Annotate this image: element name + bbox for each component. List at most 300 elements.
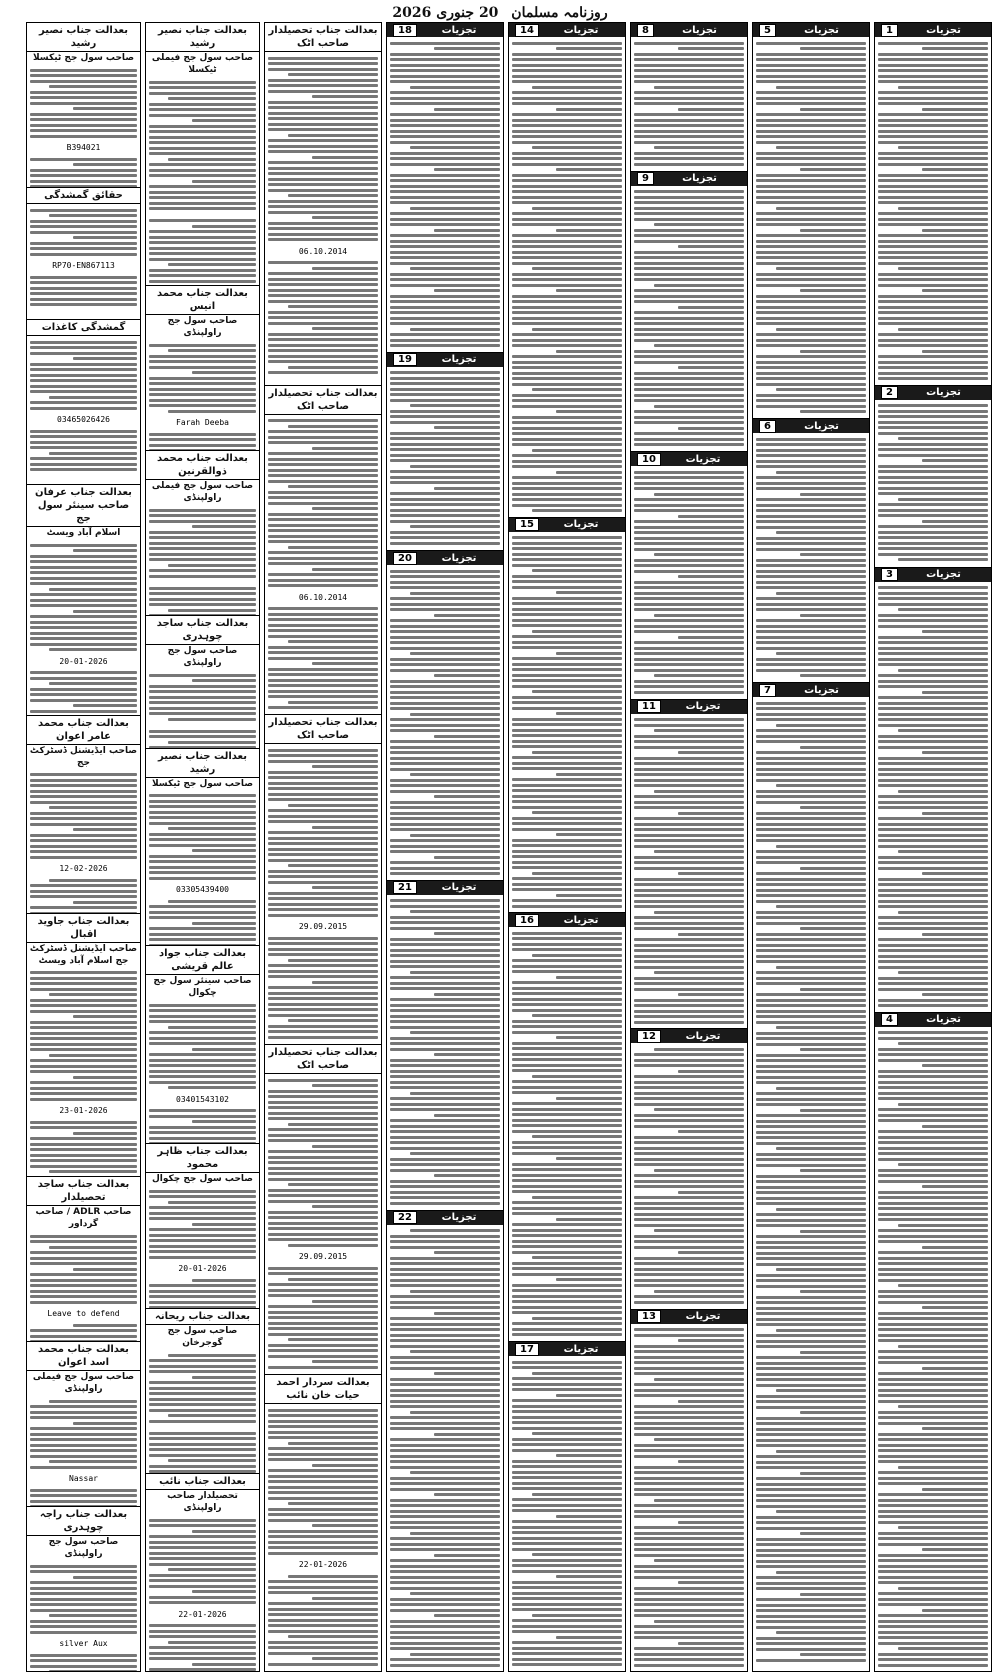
- text-line: [878, 1240, 988, 1243]
- text-line: [512, 1119, 622, 1122]
- text-line: [268, 106, 378, 109]
- reference-number: 06.10.2014: [298, 246, 348, 256]
- text-line: [30, 298, 137, 301]
- text-line: [634, 828, 744, 831]
- text-line: [634, 685, 744, 688]
- text-line: [73, 549, 137, 552]
- text-line: [634, 680, 744, 683]
- text-body: [146, 790, 259, 885]
- text-line: [512, 1295, 622, 1298]
- text-line: [30, 401, 137, 404]
- text-line: [878, 124, 988, 127]
- text-line: [268, 859, 378, 862]
- text-line: [878, 525, 988, 528]
- text-line: [756, 1032, 866, 1035]
- text-line: [756, 1461, 866, 1464]
- text-body: [265, 1262, 381, 1373]
- text-line: [878, 1235, 988, 1238]
- text-line: [878, 658, 988, 661]
- text-line: [878, 1262, 988, 1265]
- text-line: [390, 58, 500, 61]
- text-line: [149, 1075, 256, 1078]
- text-line: [149, 1552, 256, 1555]
- text-line: [390, 1262, 500, 1265]
- text-line: [634, 542, 744, 545]
- text-line: [512, 839, 622, 842]
- text-line: [390, 812, 500, 815]
- news-label: تجزیات: [441, 1212, 477, 1224]
- text-line: [312, 1205, 378, 1208]
- text-line: [678, 427, 744, 430]
- text-line: [268, 975, 378, 978]
- news-tag: [509, 1342, 625, 1356]
- text-line: [512, 1328, 622, 1331]
- text-line: [634, 350, 744, 353]
- text-line: [390, 1306, 500, 1309]
- text-line: [30, 1466, 137, 1469]
- text-line: [512, 861, 622, 864]
- text-line: [512, 1652, 622, 1655]
- text-line: [878, 377, 988, 380]
- text-line: [512, 1251, 622, 1254]
- text-line: [512, 1504, 622, 1507]
- text-line: [30, 118, 137, 121]
- news-item: [509, 23, 625, 518]
- news-label: تجزیات: [441, 882, 477, 894]
- text-line: [30, 671, 137, 674]
- news-number: 7: [759, 684, 776, 697]
- text-line: [756, 955, 866, 958]
- text-line: [756, 1296, 866, 1299]
- text-line: [288, 804, 378, 807]
- text-line: [878, 1559, 988, 1562]
- text-line: [30, 1257, 137, 1260]
- text-line: [390, 597, 500, 600]
- text-line: [878, 547, 988, 550]
- text-body: [509, 927, 625, 1341]
- text-line: [878, 1229, 988, 1232]
- text-line: [756, 1422, 866, 1425]
- text-line: [532, 388, 622, 391]
- text-line: [30, 1235, 137, 1238]
- text-line: [512, 707, 622, 710]
- text-line: [149, 163, 256, 166]
- text-line: [776, 388, 866, 391]
- text-line: [268, 1431, 378, 1434]
- text-line: [512, 432, 622, 435]
- text-line: [512, 597, 622, 600]
- text-line: [192, 119, 256, 122]
- text-line: [390, 459, 500, 462]
- text-line: [898, 790, 988, 793]
- text-line: [268, 970, 378, 973]
- text-line: [776, 1268, 866, 1271]
- text-line: [30, 1433, 137, 1436]
- text-line: [800, 553, 866, 556]
- text-body: [146, 1185, 259, 1263]
- text-line: [512, 1322, 622, 1325]
- text-line: [434, 856, 500, 859]
- text-line: [634, 735, 744, 738]
- text-line: [268, 1366, 378, 1369]
- text-line: [390, 75, 500, 78]
- text-line: [756, 762, 866, 765]
- text-line: [390, 1136, 500, 1139]
- text-line: [756, 702, 866, 705]
- text-line: [149, 274, 256, 277]
- text-line: [800, 1109, 866, 1112]
- text-line: [878, 234, 988, 237]
- text-line: [634, 355, 744, 358]
- text-line: [390, 1317, 500, 1320]
- text-line: [878, 988, 988, 991]
- text-line: [30, 303, 137, 306]
- text-line: [149, 1370, 256, 1373]
- text-line: [268, 1095, 378, 1098]
- text-line: [878, 1268, 988, 1271]
- text-line: [268, 1508, 378, 1511]
- text-line: [756, 1059, 866, 1062]
- text-line: [390, 1163, 500, 1166]
- text-line: [532, 1372, 622, 1375]
- text-line: [30, 1335, 137, 1338]
- text-line: [878, 1301, 988, 1304]
- text-line: [312, 95, 378, 98]
- text-line: [878, 680, 988, 683]
- text-line: [532, 207, 622, 210]
- court-notice: [27, 320, 140, 485]
- text-line: [149, 280, 256, 283]
- text-line: [654, 729, 744, 732]
- text-line: [268, 903, 378, 906]
- text-line: [268, 1619, 378, 1622]
- text-line: [756, 1340, 866, 1343]
- text-line: [634, 845, 744, 848]
- text-line: [268, 1172, 378, 1175]
- text-line: [756, 1587, 866, 1590]
- text-line: [149, 816, 256, 819]
- text-line: [30, 906, 137, 909]
- text-line: [878, 1004, 988, 1007]
- text-line: [634, 1053, 744, 1056]
- text-line: [149, 136, 256, 139]
- text-line: [149, 1381, 256, 1384]
- text-line: [634, 1471, 744, 1474]
- text-line: [149, 81, 256, 84]
- court-title: بعدالت جناب تحصیلدار صاحب اٹک: [265, 386, 381, 415]
- text-line: [634, 1092, 744, 1095]
- text-line: [312, 1524, 378, 1527]
- text-line: [756, 625, 866, 628]
- text-line: [556, 289, 622, 292]
- text-line: [878, 284, 988, 287]
- reference-number: 12-02-2026: [59, 864, 108, 874]
- text-line: [634, 757, 744, 760]
- text-line: [410, 207, 500, 210]
- text-line: [634, 1389, 744, 1392]
- text-line: [878, 724, 988, 727]
- text-body: [27, 64, 140, 142]
- text-line: [678, 1130, 744, 1133]
- text-line: [756, 482, 866, 485]
- text-line: [756, 1642, 866, 1645]
- text-line: [512, 399, 622, 402]
- text-line: [390, 729, 500, 732]
- court-title: بعدالت جناب ساجد چوہدری: [146, 616, 259, 645]
- text-line: [268, 469, 378, 472]
- text-line: [512, 1361, 622, 1364]
- text-line: [168, 827, 256, 830]
- text-line: [654, 1438, 744, 1441]
- text-line: [756, 1241, 866, 1244]
- text-line: [756, 58, 866, 61]
- text-line: [776, 86, 866, 89]
- court-title: بعدالت جناب تحصیلدار صاحب اٹک: [265, 715, 381, 744]
- text-line: [634, 1021, 744, 1024]
- text-line: [878, 102, 988, 105]
- text-line: [776, 1026, 866, 1029]
- text-line: [512, 1080, 622, 1083]
- court-title: بعدالت جناب تحصیلدار صاحب اٹک: [265, 1045, 381, 1074]
- news-label: تجزیات: [563, 24, 599, 36]
- text-line: [192, 1279, 256, 1282]
- text-line: [512, 1289, 622, 1292]
- text-line: [390, 1631, 500, 1634]
- text-line: [30, 1301, 137, 1304]
- text-line: [556, 1157, 622, 1160]
- text-line: [149, 598, 256, 601]
- text-line: [30, 1121, 137, 1124]
- text-line: [268, 706, 378, 709]
- text-line: [390, 223, 500, 226]
- text-line: [73, 1132, 137, 1135]
- text-line: [634, 1449, 744, 1452]
- text-line: [756, 1180, 866, 1183]
- text-line: [634, 295, 744, 298]
- text-line: [634, 410, 744, 413]
- text-line: [556, 652, 622, 655]
- text-line: [898, 850, 988, 853]
- text-line: [288, 1502, 378, 1505]
- text-line: [288, 73, 378, 76]
- news-item: [875, 23, 991, 386]
- court-notice: [27, 485, 140, 716]
- text-line: [268, 1458, 378, 1461]
- text-line: [390, 658, 500, 661]
- text-line: [512, 905, 622, 908]
- text-line: [512, 443, 622, 446]
- news-tag: [387, 551, 503, 565]
- text-line: [512, 1240, 622, 1243]
- text-line: [756, 570, 866, 573]
- text-line: [878, 1482, 988, 1485]
- text-line: [410, 1290, 500, 1293]
- text-line: [390, 823, 500, 826]
- text-line: [390, 1169, 500, 1172]
- text-line: [268, 322, 378, 325]
- text-line: [634, 861, 744, 864]
- text-line: [634, 1394, 744, 1397]
- text-line: [268, 1101, 378, 1104]
- text-line: [878, 1086, 988, 1089]
- text-line: [268, 551, 378, 554]
- text-line: [149, 1131, 256, 1134]
- text-line: [634, 504, 744, 507]
- text-line: [756, 839, 866, 842]
- news-item: [387, 353, 503, 551]
- text-body: [509, 37, 625, 517]
- text-line: [878, 641, 988, 644]
- text-line: [634, 773, 744, 776]
- text-line: [634, 526, 744, 529]
- text-line: [634, 1647, 744, 1650]
- text-line: [268, 1311, 378, 1314]
- text-line: [922, 1125, 988, 1128]
- text-line: [776, 1087, 866, 1090]
- text-line: [390, 503, 500, 506]
- text-body: [265, 603, 381, 714]
- text-line: [532, 1317, 622, 1320]
- text-line: [756, 630, 866, 633]
- text-line: [390, 492, 500, 495]
- text-line: [878, 1444, 988, 1447]
- text-line: [390, 1339, 500, 1342]
- text-line: [268, 684, 378, 687]
- text-line: [268, 1008, 378, 1011]
- text-line: [390, 1097, 500, 1100]
- text-line: [49, 648, 137, 651]
- court-title: بعدالت جناب محمد انیس: [146, 286, 259, 315]
- text-line: [149, 911, 256, 914]
- text-line: [390, 1125, 500, 1128]
- text-line: [30, 977, 137, 980]
- text-line: [512, 179, 622, 182]
- court-notice: [27, 1177, 140, 1342]
- text-line: [756, 201, 866, 204]
- text-line: [268, 222, 378, 225]
- news-column-a: [874, 22, 992, 1672]
- text-line: [756, 113, 866, 116]
- text-line: [756, 575, 866, 578]
- text-line: [634, 883, 744, 886]
- text-line: [149, 1284, 256, 1287]
- text-line: [634, 1202, 744, 1205]
- text-line: [390, 1581, 500, 1584]
- text-line: [898, 1224, 988, 1227]
- text-line: [634, 537, 744, 540]
- text-line: [756, 1120, 866, 1123]
- court-column-right: [26, 22, 141, 1672]
- text-line: [756, 465, 866, 468]
- text-line: [149, 1398, 256, 1401]
- text-line: [168, 1641, 256, 1644]
- text-line: [149, 1470, 256, 1473]
- text-line: [756, 509, 866, 512]
- text-line: [512, 1306, 622, 1309]
- text-line: [149, 927, 256, 930]
- text-line: [654, 1290, 744, 1293]
- news-number: 9: [637, 172, 654, 185]
- text-line: [898, 498, 988, 501]
- text-line: [30, 1598, 137, 1601]
- text-line: [30, 1026, 137, 1029]
- text-line: [149, 794, 256, 797]
- text-line: [268, 749, 378, 752]
- text-line: [390, 1284, 500, 1287]
- text-line: [634, 1196, 744, 1199]
- court-notice: [27, 1342, 140, 1507]
- text-line: [634, 927, 744, 930]
- court-notice: [265, 715, 381, 1045]
- text-line: [434, 614, 500, 617]
- text-line: [756, 1092, 866, 1095]
- text-line: [268, 1436, 378, 1439]
- news-tag: [753, 683, 869, 697]
- text-line: [30, 1570, 137, 1573]
- text-line: [512, 635, 622, 638]
- text-line: [390, 1455, 500, 1458]
- text-line: [149, 542, 256, 545]
- text-line: [776, 146, 866, 149]
- text-line: [512, 1179, 622, 1182]
- text-line: [390, 669, 500, 672]
- text-line: [30, 69, 137, 72]
- text-line: [512, 674, 622, 677]
- news-number: 10: [637, 453, 661, 466]
- text-line: [878, 707, 988, 710]
- text-line: [654, 1048, 744, 1051]
- text-line: [634, 262, 744, 265]
- text-line: [678, 1400, 744, 1403]
- text-line: [756, 339, 866, 342]
- text-line: [268, 139, 378, 142]
- text-line: [634, 966, 744, 969]
- text-line: [756, 828, 866, 831]
- text-line: [634, 999, 744, 1002]
- text-line: [390, 850, 500, 853]
- text-line: [756, 284, 866, 287]
- text-line: [532, 811, 622, 814]
- text-line: [390, 1526, 500, 1529]
- text-line: [878, 1075, 988, 1078]
- text-line: [634, 1653, 744, 1656]
- text-line: [756, 817, 866, 820]
- text-line: [30, 790, 137, 793]
- text-line: [800, 493, 866, 496]
- court-title: بعدالت جناب محمد عامر اعوان: [27, 716, 140, 745]
- text-line: [30, 582, 137, 585]
- text-line: [390, 691, 500, 694]
- text-line: [756, 1274, 866, 1277]
- text-line: [268, 458, 378, 461]
- court-subtitle: صاحب ایڈیشنل ڈسٹرکٹ جج اسلام آباد ویسٹ: [29, 943, 138, 966]
- text-line: [30, 1565, 137, 1568]
- text-line: [512, 1025, 622, 1028]
- text-body: [387, 565, 503, 880]
- text-line: [756, 729, 866, 732]
- text-line: [149, 805, 256, 808]
- text-line: [634, 762, 744, 765]
- text-line: [922, 289, 988, 292]
- text-line: [756, 179, 866, 182]
- text-line: [390, 1427, 500, 1430]
- text-line: [149, 1448, 256, 1451]
- text-line: [512, 981, 622, 984]
- text-line: [532, 1135, 622, 1138]
- text-line: [30, 1654, 137, 1657]
- text-line: [756, 124, 866, 127]
- text-line: [756, 856, 866, 859]
